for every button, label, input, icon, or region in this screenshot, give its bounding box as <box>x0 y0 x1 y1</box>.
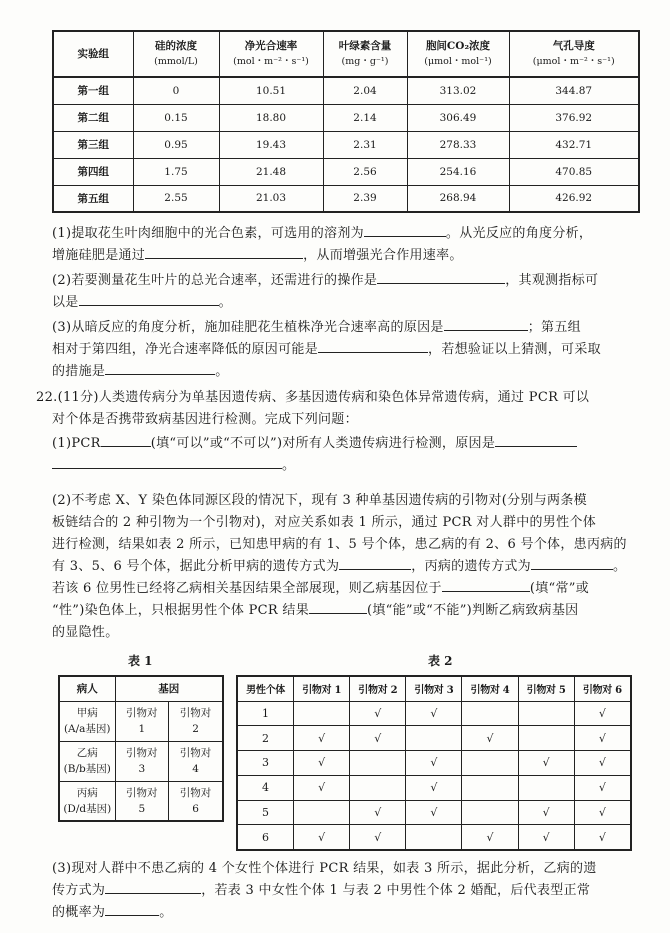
table-cell: 1.75 <box>133 158 219 185</box>
table-row <box>53 158 639 185</box>
table-row <box>59 781 223 821</box>
t2-header: 引物对 6 <box>574 676 631 701</box>
check-cell: √ <box>294 825 350 850</box>
t1-header-gene: 基因 <box>115 676 223 701</box>
t1-header-patient: 病人 <box>59 676 115 701</box>
check-cell <box>518 726 574 751</box>
check-cell <box>462 751 518 776</box>
check-cell: √ <box>350 825 406 850</box>
table-cell: 第五组 <box>53 185 133 212</box>
primer-cell <box>169 781 223 821</box>
check-cell <box>294 701 350 726</box>
answer-blank <box>79 292 219 306</box>
answer-blank <box>444 317 528 331</box>
answer-blank <box>318 339 428 353</box>
check-cell <box>350 751 406 776</box>
check-cell: √ <box>574 726 631 751</box>
table-row <box>237 701 631 726</box>
check-cell <box>294 800 350 825</box>
q21-part2: (2)若要测量花生叶片的总光合速率，还需进行的操作是 ，其观测指标可 以是 。 <box>52 270 642 314</box>
cell-line: 引物对 <box>126 786 158 799</box>
primer-cell <box>115 701 169 741</box>
table-cell: 376.92 <box>509 104 639 131</box>
table-row <box>53 131 639 158</box>
check-cell: √ <box>462 825 518 850</box>
check-cell: √ <box>406 775 462 800</box>
t2-header: 男性个体 <box>237 676 294 701</box>
answer-blank <box>442 578 530 592</box>
table-cell: 0.95 <box>133 131 219 158</box>
table-cell: 2.39 <box>323 185 407 212</box>
primer-cell <box>169 741 223 781</box>
cell-line: 引物对 <box>126 707 158 719</box>
table-header-row <box>53 31 639 77</box>
header-chlorophyll: 叶绿素含量 (mg・g⁻¹) <box>323 31 407 77</box>
check-cell: √ <box>294 775 350 800</box>
q22-part1: (1)PCR (填“可以”或“不可以”)对所有人类遗传病进行检测，原因是 。 <box>52 433 642 477</box>
individual-id-cell: 4 <box>237 775 294 800</box>
check-cell: √ <box>350 701 406 726</box>
check-cell <box>462 775 518 800</box>
check-cell <box>518 701 574 726</box>
check-cell: √ <box>406 800 462 825</box>
table-cell: 268.94 <box>407 185 509 212</box>
table-row <box>53 104 639 131</box>
answer-blank <box>531 556 613 570</box>
table-cell: 21.48 <box>219 158 323 185</box>
table-row <box>59 701 223 741</box>
t2-header: 引物对 4 <box>462 676 518 701</box>
table-cell: 306.49 <box>407 104 509 131</box>
check-cell: √ <box>294 751 350 776</box>
individual-id-cell: 3 <box>237 751 294 776</box>
table-cell: 2.14 <box>323 104 407 131</box>
table-cell: 18.80 <box>219 104 323 131</box>
pcr-result-table-2 <box>236 675 632 851</box>
silicon-experiment-table <box>52 30 640 213</box>
table-cell: 2.04 <box>323 77 407 104</box>
table-row <box>237 825 631 850</box>
t2-header: 引物对 1 <box>294 676 350 701</box>
cell-line: 引物对 <box>179 747 212 759</box>
check-cell: √ <box>518 800 574 825</box>
check-cell: √ <box>574 825 631 850</box>
table-cell: 426.92 <box>509 185 639 212</box>
check-cell: √ <box>574 775 631 800</box>
check-cell: √ <box>294 726 350 751</box>
cell-line: (D/d基因) <box>63 802 112 815</box>
q22-part3: (3)现对人群中不患乙病的 4 个女性个体进行 PCR 结果，如表 3 所示，据此分析，乙病的遗 传方式为 ，若表 3 中女性个体 1 与表 2 中男性个体 2 婚配，后代表型正常 的概率为 。 <box>52 861 597 920</box>
check-cell: √ <box>574 800 631 825</box>
table-cell: 19.43 <box>219 131 323 158</box>
table-cell: 2.56 <box>323 158 407 185</box>
answer-blank <box>145 245 303 259</box>
answer-blank <box>377 270 505 284</box>
table-row <box>53 185 639 212</box>
answer-blank <box>105 902 159 916</box>
table-cell: 313.02 <box>407 77 509 104</box>
individual-id-cell: 6 <box>237 825 294 850</box>
cell-line: 3 <box>138 763 146 775</box>
table-row <box>237 775 631 800</box>
table-cell: 10.51 <box>219 77 323 104</box>
table-cell: 第一组 <box>53 77 133 104</box>
cell-line: 6 <box>192 802 199 815</box>
check-cell <box>406 726 462 751</box>
q21-part1: (1)提取花生叶肉细胞中的光合色素，可选用的溶剂为 。从光反应的角度分析， 增施硅肥是通过 ，从而增强光合作用速率。 <box>52 223 642 267</box>
table-cell: 254.16 <box>407 158 509 185</box>
answer-blank <box>52 455 282 469</box>
header-silicon: 硅的浓度 (mmol/L) <box>133 31 219 77</box>
header-net-photosynthesis: 净光合速率 (mol・m⁻²・s⁻¹) <box>219 31 323 77</box>
header-co2: 胞间CO₂浓度 (μmol・mol⁻¹) <box>407 31 509 77</box>
table-cell: 0 <box>133 77 219 104</box>
individual-id-cell: 2 <box>237 726 294 751</box>
check-cell: √ <box>350 800 406 825</box>
table-row <box>237 751 631 776</box>
cell-line: 5 <box>138 802 146 815</box>
check-cell <box>462 800 518 825</box>
cell-line: 甲病 <box>76 707 98 719</box>
cell-line: 丙病 <box>76 786 98 799</box>
answer-blank <box>495 433 577 447</box>
disease-cell <box>59 701 115 741</box>
answer-blank <box>339 556 411 570</box>
header-group: 实验组 <box>53 31 133 77</box>
primer-cell <box>115 741 169 781</box>
table-cell: 432.71 <box>509 131 639 158</box>
primer-table-1 <box>58 675 224 822</box>
check-cell: √ <box>350 726 406 751</box>
table-row <box>59 741 223 781</box>
table-row <box>237 800 631 825</box>
disease-cell <box>59 741 115 781</box>
table-cell: 278.33 <box>407 131 509 158</box>
table-cell: 470.85 <box>509 158 639 185</box>
cell-line: (A/a基因) <box>63 723 111 735</box>
answer-blank <box>309 600 367 614</box>
table-row <box>237 726 631 751</box>
answer-blank <box>105 361 215 375</box>
individual-id-cell: 1 <box>237 701 294 726</box>
cell-line: (B/b基因) <box>63 763 111 775</box>
check-cell <box>518 775 574 800</box>
table-cell: 344.87 <box>509 77 639 104</box>
t2-header: 引物对 5 <box>518 676 574 701</box>
table-cell: 2.55 <box>133 185 219 212</box>
table-cell: 0.15 <box>133 104 219 131</box>
cell-line: 乙病 <box>76 747 98 759</box>
table-cell: 2.31 <box>323 131 407 158</box>
check-cell <box>462 701 518 726</box>
primer-cell <box>169 701 223 741</box>
check-cell: √ <box>406 751 462 776</box>
table1-caption: 表 1 <box>128 654 153 668</box>
cell-line: 引物对 <box>126 747 158 759</box>
check-cell: √ <box>574 751 631 776</box>
cell-line: 引物对 <box>179 707 212 719</box>
table-cell: 第四组 <box>53 158 133 185</box>
check-cell: √ <box>406 701 462 726</box>
cell-line: 4 <box>192 763 199 775</box>
table2-caption: 表 2 <box>428 654 453 668</box>
table-cell: 第二组 <box>53 104 133 131</box>
answer-blank <box>101 433 151 447</box>
t2-header: 引物对 3 <box>406 676 462 701</box>
table-row <box>53 77 639 104</box>
t2-header: 引物对 2 <box>350 676 406 701</box>
check-cell: √ <box>518 825 574 850</box>
primer-cell <box>115 781 169 821</box>
cell-line: 1 <box>138 723 146 735</box>
check-cell <box>406 825 462 850</box>
table-cell: 21.03 <box>219 185 323 212</box>
individual-id-cell: 5 <box>237 800 294 825</box>
q21-part3: (3)从暗反应的角度分析，施加硅肥花生植株净光合速率高的原因是 ；第五组 相对于第四组，净光合速率降低的原因可能是 ，若想验证以上猜测，可采取 的措施是 。 <box>52 317 642 383</box>
answer-blank <box>364 223 446 237</box>
table-cell: 第三组 <box>53 131 133 158</box>
check-cell: √ <box>518 751 574 776</box>
header-stomatal: 气孔导度 (μmol・m⁻²・s⁻¹) <box>509 31 639 77</box>
q22-intro: 22.(11分)人类遗传病分为单基因遗传病、多基因遗传病和染色体异常遗传病，通过 PCR 可以 对个体是否携带致病基因进行检测。完成下列问题： <box>36 390 590 427</box>
check-cell <box>350 775 406 800</box>
q22-part2: (2)不考虑 X、Y 染色体同源区段的情况下，现有 3 种单基因遗传病的引物对(分别与两条模 板链结合的 2 种引物为一个引物对)，对应关系如表 1 所示，通过 PCR 对人群中的男性个体 进行检测，结果如表 2 所示，已知患甲病的有 1、5 号个体，患乙病的有 2、6 号个体，患丙病的 有 3、5、6 号个体，据此分析甲病的遗传方式为 ，丙病的遗传方式为 。 若该 6 位男性已经将乙病相关基因结果全部展现，则乙病基因位于 (填“常”或 “性”)染色体上，只根据男性个体 PCR 结果 (填“能”或“不能”)判断乙病致病基因 的显隐性。 <box>52 493 627 640</box>
cell-line: 引物对 <box>179 786 212 799</box>
check-cell: √ <box>462 726 518 751</box>
disease-cell <box>59 781 115 821</box>
check-cell: √ <box>574 701 631 726</box>
cell-line: 2 <box>192 723 199 735</box>
answer-blank <box>105 880 201 894</box>
